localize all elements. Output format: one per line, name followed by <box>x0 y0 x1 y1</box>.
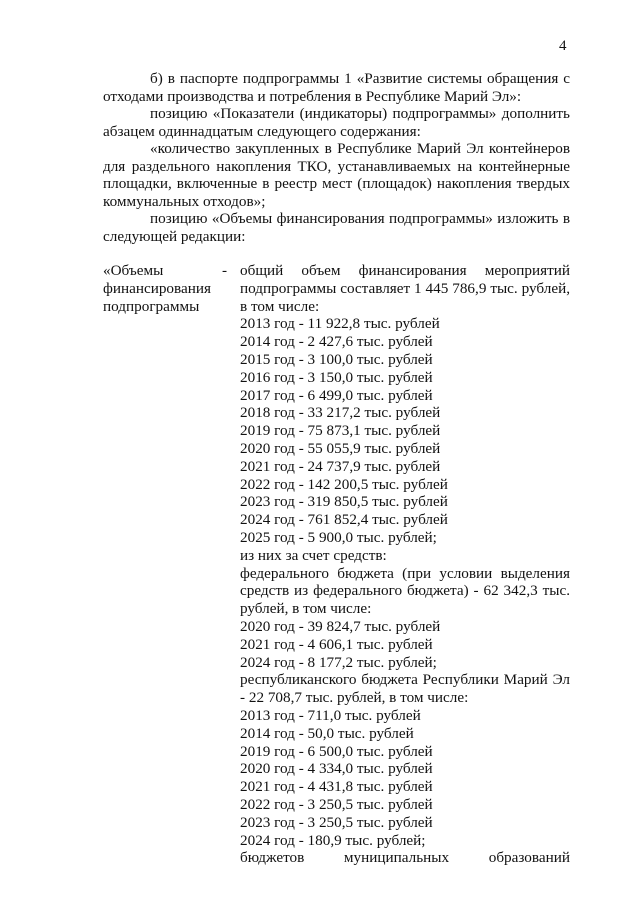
year-line: 2013 год - 11 922,8 тыс. рублей <box>240 315 440 333</box>
federal-years-list <box>240 618 570 671</box>
year-line: 2022 год - 3 250,5 тыс. рублей <box>240 795 433 813</box>
year-line: 2023 год - 319 850,5 тыс. рублей <box>240 493 448 511</box>
municipal-text: бюджетов муниципальных образований <box>240 849 570 867</box>
year-line: 2018 год - 33 217,2 тыс. рублей <box>240 404 441 422</box>
paragraph-passport: б) в паспорте подпрограммы 1 «Развитие системы обращения с отходами производства и потребления в Республике Марий Эл»: <box>103 70 570 105</box>
paragraph-indicators: позицию «Показатели (индикаторы) подпрограммы» дополнить абзацем одиннадцатым следующего содержания: <box>103 105 570 140</box>
year-line: 2024 год - 8 177,2 тыс. рублей; <box>240 653 437 671</box>
table-value <box>240 262 570 867</box>
republic-text: республиканского бюджета Республики Марий Эл - 22 708,7 тыс. рублей, в том числе: <box>240 671 570 707</box>
year-line: 2021 год - 24 737,9 тыс. рублей <box>240 457 441 475</box>
year-line: 2017 год - 6 499,0 тыс. рублей <box>240 386 433 404</box>
year-line: 2015 год - 3 100,0 тыс. рублей <box>240 350 433 368</box>
federal-text: федерального бюджета (при условии выделения средств из федерального бюджета) - 62 342,3 тыс. рублей, в том числе: <box>240 564 570 618</box>
year-line: 2014 год - 50,0 тыс. рублей <box>240 724 414 742</box>
year-line: 2019 год - 6 500,0 тыс. рублей <box>240 742 433 760</box>
republic-years-list <box>240 707 570 849</box>
year-line: 2020 год - 55 055,9 тыс. рублей <box>240 439 441 457</box>
year-line: 2016 год - 3 150,0 тыс. рублей <box>240 368 433 386</box>
total-years-list <box>240 315 570 546</box>
table-label: «Объемы финансирования подпрограммы <box>103 262 211 315</box>
year-line: 2021 год - 4 431,8 тыс. рублей <box>240 778 433 796</box>
year-line: 2014 год - 2 427,6 тыс. рублей <box>240 333 433 351</box>
financing-intro: общий объем финансирования мероприятий подпрограммы составляет 1 445 786,9 тыс. рублей, в том числе: <box>240 262 570 315</box>
year-line: 2019 год - 75 873,1 тыс. рублей <box>240 422 441 440</box>
page-number: 4 <box>559 38 567 54</box>
year-line: 2022 год - 142 200,5 тыс. рублей <box>240 475 448 493</box>
year-line: 2024 год - 761 852,4 тыс. рублей <box>240 511 448 529</box>
table-dash: - <box>222 262 228 279</box>
year-line: 2013 год - 711,0 тыс. рублей <box>240 706 421 724</box>
sources-heading: из них за счет средств: <box>240 546 387 564</box>
year-line: 2025 год - 5 900,0 тыс. рублей; <box>240 528 437 546</box>
year-line: 2020 год - 39 824,7 тыс. рублей <box>240 617 441 635</box>
paragraph-financing: позицию «Объемы финансирования подпрограммы» изложить в следующей редакции: <box>103 210 570 245</box>
year-line: 2023 год - 3 250,5 тыс. рублей <box>240 813 433 831</box>
year-line: 2021 год - 4 606,1 тыс. рублей <box>240 635 433 653</box>
paragraph-containers: «количество закупленных в Республике Марий Эл контейнеров для раздельного накопления ТКО, устанавливаемых на контейнерные площадки, включенные в реестр мест (площадок) накопления твердых коммунальных отходов»; <box>103 140 570 210</box>
year-line: 2024 год - 180,9 тыс. рублей; <box>240 831 426 849</box>
year-line: 2020 год - 4 334,0 тыс. рублей <box>240 760 433 778</box>
